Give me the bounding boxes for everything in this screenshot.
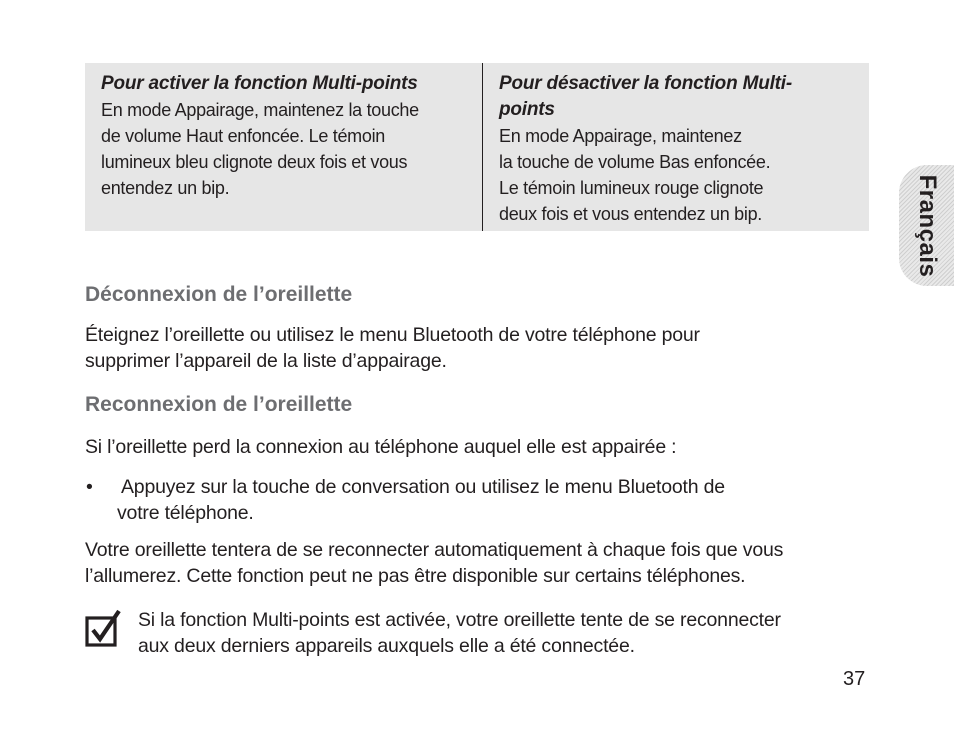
text-line: lumineux bleu clignote deux fois et vous (101, 152, 408, 172)
text-line: de volume Haut enfoncée. Le témoin (101, 126, 385, 146)
title-line: points (499, 99, 555, 120)
text-line: aux deux derniers appareils auxquels elle a été connectée. (138, 635, 635, 657)
activate-title: Pour activer la fonction Multi-points (101, 73, 418, 94)
checkbox-check-icon (85, 608, 123, 648)
title-line: Pour désactiver la fonction Multi- (499, 73, 793, 94)
text-line: la touche de volume Bas enfoncée. (499, 152, 771, 172)
reconnect-heading: Reconnexion de l’oreillette (85, 393, 353, 416)
page-number: 37 (843, 668, 866, 690)
text-line: Votre oreillette tentera de se reconnecter automatiquement à chaque fois que vous (85, 539, 784, 561)
text-line: Éteignez l’oreillette ou utilisez le menu Bluetooth de votre téléphone pour (85, 324, 700, 346)
text-line: supprimer l’appareil de la liste d’appairage. (85, 350, 447, 372)
deactivate-text (499, 123, 855, 227)
activate-text (101, 97, 468, 201)
disconnect-paragraph (85, 322, 875, 374)
text-line: l’allumerez. Cette fonction peut ne pas être disponible sur certains téléphones. (85, 565, 746, 587)
language-tab-label: Français (913, 174, 941, 277)
text-line: En mode Appairage, maintenez la touche (101, 100, 419, 120)
language-tab (899, 165, 954, 286)
bullet-item (117, 474, 847, 526)
text-line: Le témoin lumineux rouge clignote (499, 178, 764, 198)
disconnect-heading: Déconnexion de l’oreillette (85, 283, 353, 306)
reconnect-intro: Si l’oreillette perd la connexion au téléphone auquel elle est appairée : (85, 436, 677, 458)
deactivate-column (483, 63, 869, 231)
text-line: deux fois et vous entendez un bip. (499, 204, 762, 224)
multipoint-table (85, 63, 869, 231)
text-line: Si la fonction Multi-points est activée, votre oreillette tente de se reconnecter (138, 609, 781, 631)
text-line: En mode Appairage, maintenez (499, 126, 742, 146)
note-text (138, 607, 868, 659)
deactivate-title (499, 71, 855, 123)
text-line: votre téléphone. (117, 502, 254, 524)
text-line: entendez un bip. (101, 178, 230, 198)
text-line: Appuyez sur la touche de conversation ou utilisez le menu Bluetooth de (121, 476, 725, 498)
reconnect-paragraph (85, 537, 875, 589)
bullet-marker: • (86, 476, 93, 498)
activate-column (85, 63, 483, 231)
